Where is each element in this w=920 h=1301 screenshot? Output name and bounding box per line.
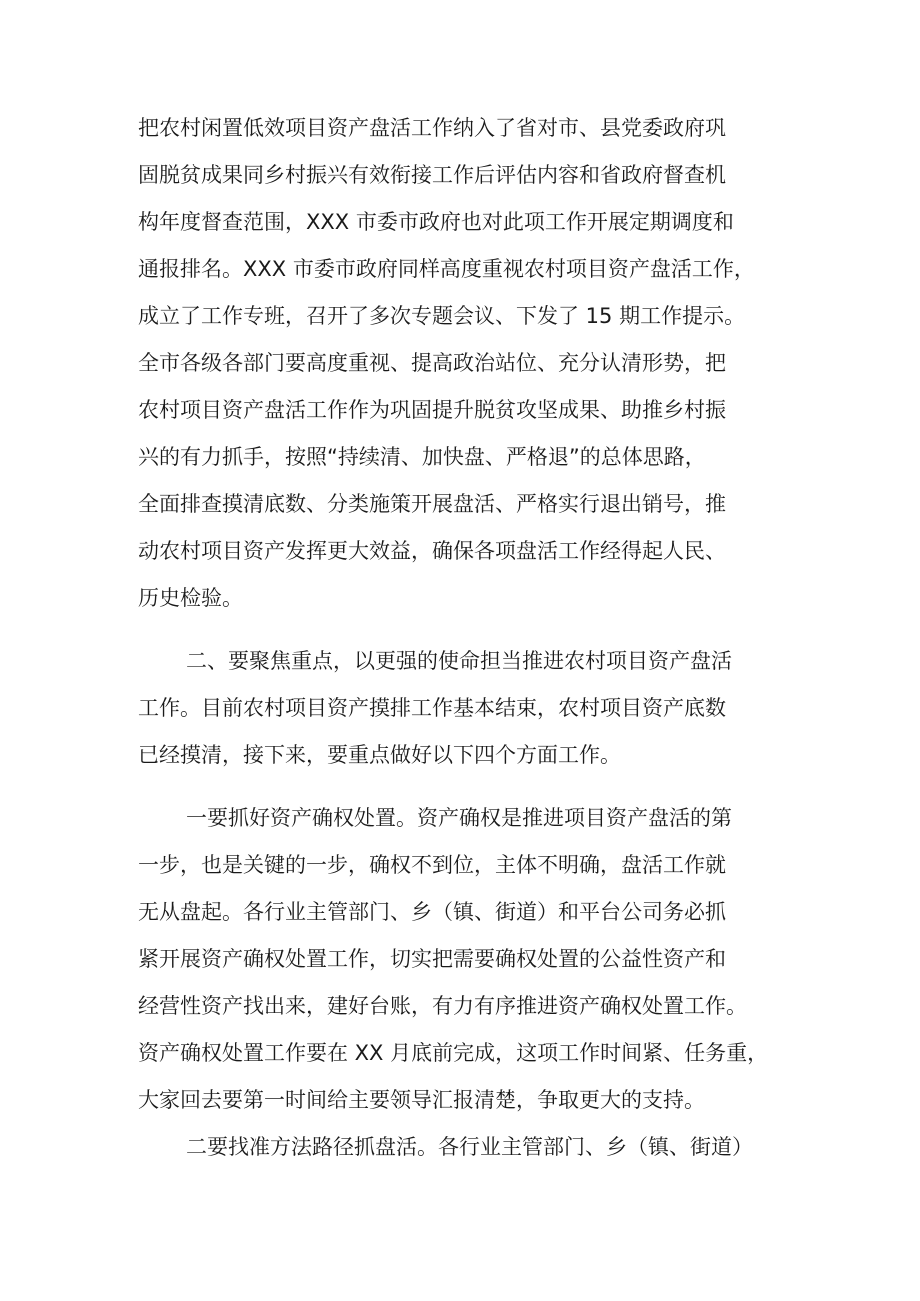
paragraph-1-line-7: 农村项目资产盘活工作作为巩固提升脱贫攻坚成果、助推乡村振	[138, 398, 726, 422]
paragraph-3-line-7: 大家回去要第一时间给主要领导汇报清楚，争取更大的支持。	[138, 1088, 705, 1112]
paragraph-3-line-3: 无从盘起。各行业主管部门、乡（镇、街道）和平台公司务必抓	[138, 900, 726, 924]
paragraph-1-line-5: 成立了工作专班，召开了多次专题会议、下发了 15 期工作提示。	[138, 304, 746, 328]
paragraph-3-line-2: 一步，也是关键的一步，确权不到位，主体不明确，盘活工作就	[138, 853, 726, 877]
paragraph-1-line-2: 固脱贫成果同乡村振兴有效衔接工作后评估内容和省政府督查机	[138, 163, 726, 187]
paragraph-1-line-3: 构年度督查范围，XXX 市委市政府也对此项工作开展定期调度和	[138, 210, 734, 234]
paragraph-3-line-6: 资产确权处置工作要在 XX 月底前完成，这项工作时间紧、任务重，	[138, 1041, 769, 1065]
paragraph-1-line-11: 历史检验。	[138, 586, 243, 610]
paragraph-2-line-1: 二、要聚焦重点，以更强的使命担当推进农村项目资产盘活	[186, 649, 732, 673]
paragraph-1-line-10: 动农村项目资产发挥更大效益，确保各项盘活工作经得起人民、	[138, 539, 726, 563]
paragraph-1-line-4: 通报排名。XXX 市委市政府同样高度重视农村项目资产盘活工作，	[138, 257, 755, 281]
paragraph-2-line-2: 工作。目前农村项目资产摸排工作基本结束，农村项目资产底数	[138, 696, 726, 720]
paragraph-4-line-1: 二要找准方法路径抓盘活。各行业主管部门、乡（镇、街道）	[186, 1135, 753, 1159]
paragraph-3-line-4: 紧开展资产确权处置工作，切实把需要确权处置的公益性资产和	[138, 947, 726, 971]
paragraph-2-line-3: 已经摸清，接下来，要重点做好以下四个方面工作。	[138, 743, 621, 767]
paragraph-1-line-6: 全市各级各部门要高度重视、提高政治站位、充分认清形势，把	[138, 351, 726, 375]
paragraph-1-line-9: 全面排查摸清底数、分类施策开展盘活、严格实行退出销号，推	[138, 492, 726, 516]
paragraph-1-line-8: 兴的有力抓手，按照“持续清、加快盘、严格退”的总体思路，	[138, 445, 706, 469]
paragraph-3-line-1: 一要抓好资产确权处置。资产确权是推进项目资产盘活的第	[186, 806, 732, 830]
paragraph-3-line-5: 经营性资产找出来，建好台账，有力有序推进资产确权处置工作。	[138, 994, 747, 1018]
paragraph-1-line-1: 把农村闲置低效项目资产盘活工作纳入了省对市、县党委政府巩	[138, 116, 726, 140]
